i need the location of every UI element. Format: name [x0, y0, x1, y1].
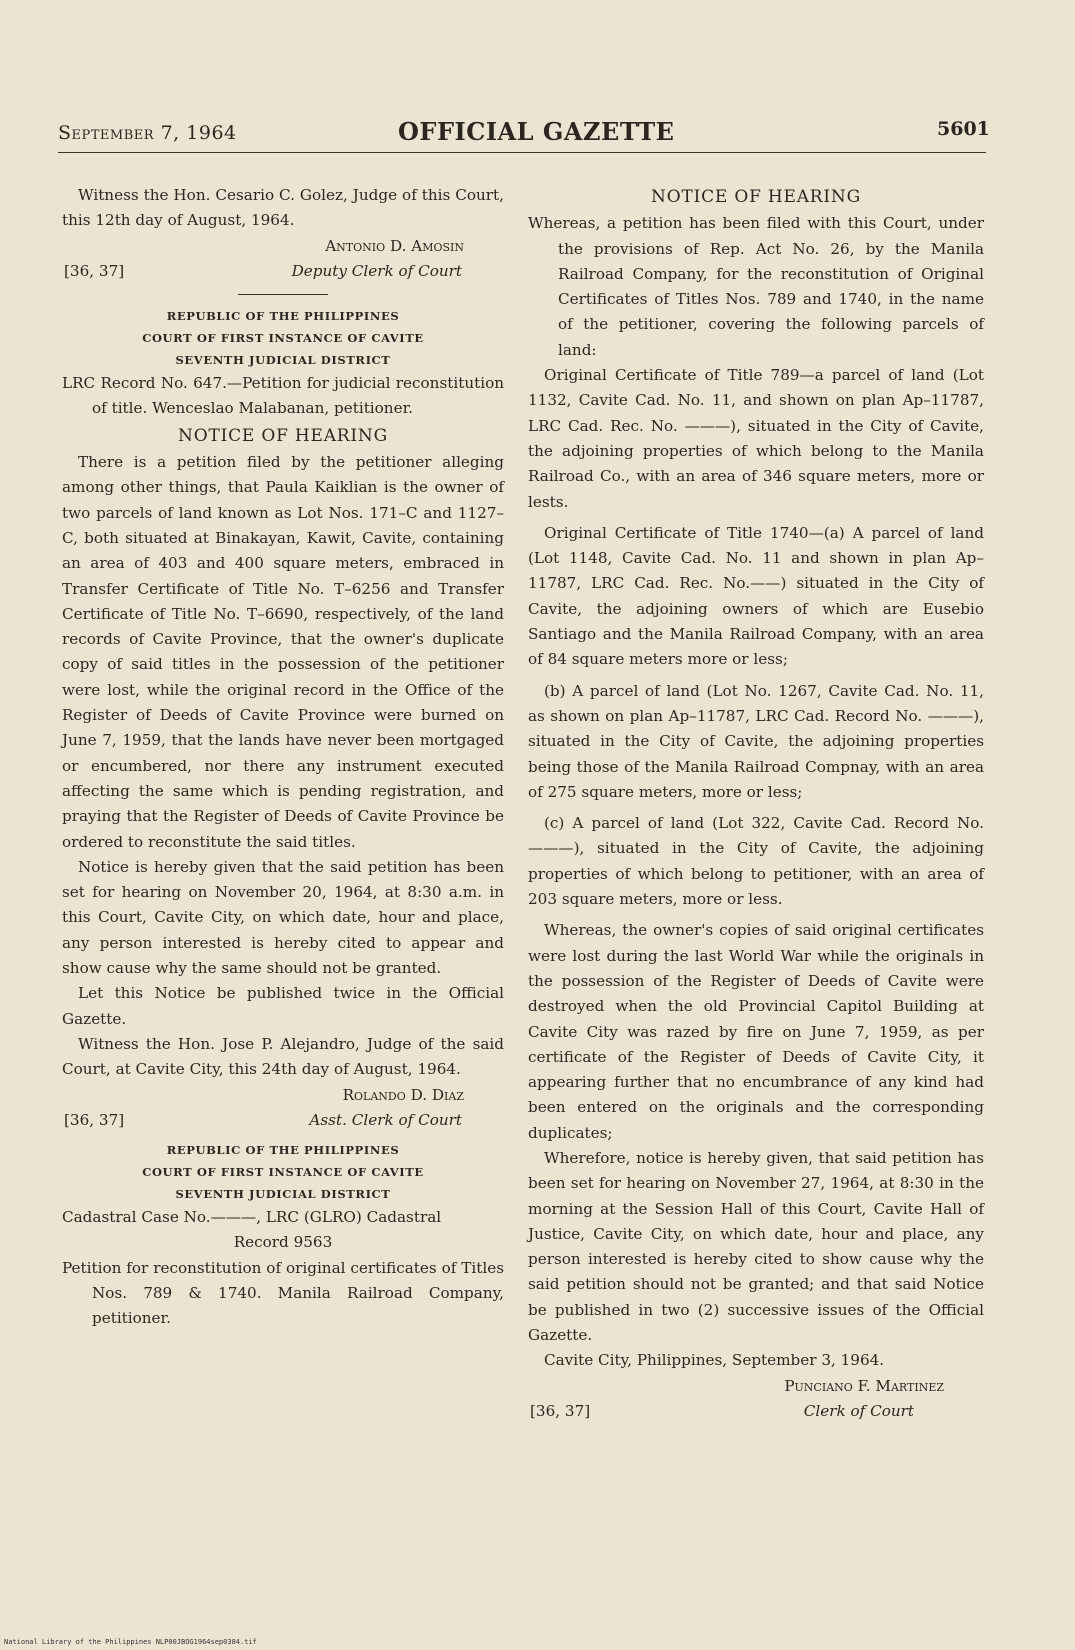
- scan-footer: National Library of the Philippines NLP00JBOG1964sep0384.tif: [4, 1638, 257, 1646]
- publication-paragraph: Let this Notice be published twice in the Official Gazette.: [62, 984, 504, 1028]
- court-heading-1-line-3: SEVENTH JUDICIAL DISTRICT: [175, 353, 391, 368]
- court-heading-2-line-2: COURT OF FIRST INSTANCE OF CAVITE: [142, 1165, 424, 1180]
- petition-caption-2: Petition for reconstitution of original certificates of Titles Nos. 789 & 1740. Manila Railroad Company, petitioner.: [62, 1258, 504, 1328]
- court-heading-2-line-3: SEVENTH JUDICIAL DISTRICT: [175, 1187, 391, 1202]
- signature-block-3: [528, 1399, 984, 1424]
- court-heading-2-line-1: REPUBLIC OF THE PHILIPPINES: [166, 1143, 400, 1158]
- signer-2-name: Rolando D. Diaz: [342, 1085, 464, 1104]
- whereas-paragraph-1: Whereas, a petition has been filed with this Court, under the provisions of Rep. Act No. 26, by the Manila Railroad Company, for the reconstitution of Original Certificates of Titles Nos. 789 and 1740, in the name of the petitioner, covering the following parcels of land:: [528, 214, 984, 359]
- header-divider: [58, 152, 986, 153]
- signer-3-title: Clerk of Court: [803, 1401, 914, 1420]
- right-column: [528, 183, 984, 1424]
- oct-789-paragraph: Original Certificate of Title 789—a parcel of land (Lot 1132, Cavite Cad. No. 11, and shown on plan Ap–11787, LRC Cad. Rec. No. ———), situated in the City of Cavite, the adjoining properties of which belong to the Manila Railroad Co., with an area of 346 square meters, more or lests.: [528, 366, 984, 511]
- court-heading-1-line-1: REPUBLIC OF THE PHILIPPINES: [166, 309, 400, 324]
- notice-heading-2: NOTICE OF HEARING: [651, 187, 861, 207]
- page-number: 5601: [937, 118, 990, 140]
- publication-ref-2: [36, 37]: [64, 1110, 125, 1129]
- signature-block-2: [62, 1108, 504, 1133]
- case-caption-2-line-1: Cadastral Case No.———, LRC (GLRO) Cadastral: [62, 1208, 442, 1227]
- signature-block-1: [62, 259, 504, 284]
- case-caption-2-line-2: Record 9563: [233, 1233, 333, 1252]
- oct-1740-a-paragraph: Original Certificate of Title 1740—(a) A parcel of land (Lot 1148, Cavite Cad. No. 11 and shown in plan Ap–11787, LRC Cad. Rec. No.——) situated in the City of Cavite, the adjoining owners of which are Eusebio Santiago and the Manila Railroad Company, with an area of 84 square meters more or less;: [528, 523, 984, 669]
- header-title: OFFICIAL GAZETTE: [398, 117, 675, 146]
- left-column: [62, 183, 504, 1332]
- parcel-c-paragraph: (c) A parcel of land (Lot 322, Cavite Cad. Record No.———), situated in the City of Cavite, the adjoining properties of which belong to petitioner, with an area of 203 square meters, more or less.: [528, 814, 984, 909]
- signer-1-title: Deputy Clerk of Court: [291, 261, 462, 280]
- section-divider: [238, 294, 328, 295]
- dateline: Cavite City, Philippines, September 3, 1964.: [544, 1351, 885, 1370]
- publication-ref-1: [36, 37]: [64, 261, 125, 280]
- header-date: September 7, 1964: [58, 122, 237, 144]
- whereas-paragraph-2: Whereas, the owner's copies of said original certificates were lost during the last World War while the originals in the possession of the Register of Deeds of Cavite were destroyed when the old Provincial Capitol Building at Cavite City was razed by fire on June 7, 1959, as per certificate of the Register of Deeds of Cavite City, it appearing further that no encumbrance of any kind had been entered on the originals and the corresponding duplicates;: [528, 921, 984, 1142]
- signer-1-name: Antonio D. Amosin: [325, 236, 464, 255]
- witness-paragraph-1: Witness the Hon. Cesario C. Golez, Judge of this Court, this 12th day of August, 1964.: [62, 186, 504, 230]
- court-heading-1-line-2: COURT OF FIRST INSTANCE OF CAVITE: [142, 331, 424, 346]
- notice-paragraph: Notice is hereby given that the said petition has been set for hearing on November 20, 1964, at 8:30 a.m. in this Court, Cavite City, on which date, hour and place, any person interested is hereby cited to appear and show cause why the same should not be granted.: [62, 857, 504, 978]
- parcel-b-paragraph: (b) A parcel of land (Lot No. 1267, Cavite Cad. No. 11, as shown on plan Ap–11787, LRC Cad. Record No. ———), situated in the City of Cavite, the adjoining properties being those of the Manila Railroad Compnay, with an area of 275 square meters, more or less;: [528, 681, 984, 801]
- signer-2-title: Asst. Clerk of Court: [309, 1110, 462, 1129]
- signer-3-name: Punciano F. Martinez: [784, 1376, 944, 1395]
- publication-ref-3: [36, 37]: [530, 1401, 591, 1420]
- notice-heading-1: NOTICE OF HEARING: [178, 425, 388, 446]
- wherefore-paragraph: Wherefore, notice is hereby given, that said petition has been set for hearing on November 27, 1964, at 8:30 in the morning at the Session Hall of this Court, Cavite Hall of Justice, Cavite City, on which date, hour and place, any person interested is hereby cited to show cause why the said petition should not be granted; and that said Notice be published in two (2) successive issues of the Official Gazette.: [528, 1148, 984, 1345]
- case-caption-1: LRC Record No. 647.—Petition for judicial reconstitution of title. Wenceslao Malabanan, petitioner.: [62, 374, 504, 418]
- witness-paragraph-2: Witness the Hon. Jose P. Alejandro, Judge of the said Court, at Cavite City, this 24th day of August, 1964.: [62, 1034, 504, 1079]
- petition-paragraph: There is a petition filed by the petitioner alleging among other things, that Paula Kaiklian is the owner of two parcels of land known as Lot Nos. 171–C and 1127–C, both situated at Binakayan, Kawit, Cavite, containing an area of 403 and 400 square meters, embraced in Transfer Certificate of Title No. T–6256 and Transfer Certificate of Title No. T–6690, respectively, of the land records of Cavite Province, that the owner's duplicate copy of said titles in the possession of the petitioner were lost, while the original record in the Office of the Register of Deeds of Cavite Province were burned on June 7, 1959, that the lands have never been mortgaged or encumbered, nor there any instrument executed affecting the same which is pending registration, and praying that the Register of Deeds of Cavite Province be ordered to reconstitute the said titles.: [62, 453, 504, 851]
